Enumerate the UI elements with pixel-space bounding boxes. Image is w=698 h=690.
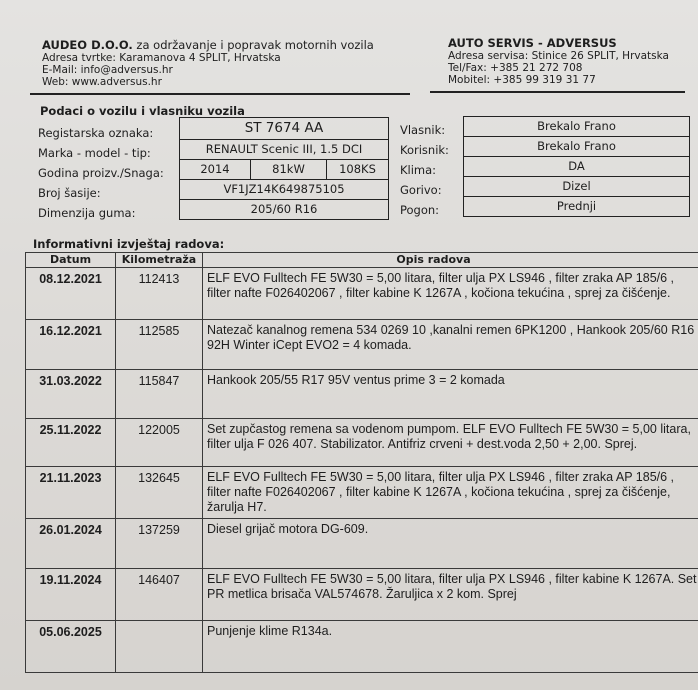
row-description: Hankook 205/55 R17 95V ventus prime 3 = 2 komada <box>203 370 698 419</box>
report-title: Informativni izvještaj radova: <box>33 237 225 251</box>
table-row <box>26 320 698 370</box>
table-row <box>26 268 698 320</box>
ac-value: DA <box>464 157 689 177</box>
label-model: Marka - model - tip: <box>38 146 151 160</box>
row-description: Natezač kanalnog remena 534 0269 10 ,kanalni remen 6PK1200 , Hankook 205/60 R16 92H Winter iCept EVO2 = 4 komada. <box>203 320 698 370</box>
row-date: 19.11.2024 <box>26 569 116 621</box>
table-row <box>26 519 698 569</box>
service-header <box>448 36 698 86</box>
service-report-table <box>25 252 698 673</box>
header-divider-right <box>430 91 685 93</box>
service-address: Adresa servisa: Stinice 26 SPLIT, Hrvatska <box>448 50 669 62</box>
vehicle-info-box <box>179 117 389 220</box>
row-date: 25.11.2022 <box>26 419 116 467</box>
company-address: Adresa tvrtke: Karamanova 4 SPLIT, Hrvatska <box>42 52 281 64</box>
label-ac: Klima: <box>400 163 437 177</box>
owner-value: Brekalo Frano <box>464 117 689 137</box>
label-tires: Dimenzija guma: <box>38 206 136 220</box>
label-registration: Registarska oznaka: <box>38 126 154 140</box>
row-description: Set zupčastog remena sa vodenom pumpom. ELF EVO Fulltech FE 5W30 = 5,00 litara, filter ulja F 026 407. Stabilizator. Antifriz crveni + dest.voda 2,50 + 2,00. Sprej. <box>203 419 698 467</box>
row-description: Punjenje klime R134a. <box>203 621 698 673</box>
tires-value: 205/60 R16 <box>250 202 318 216</box>
column-header-km: Kilometraža <box>116 253 203 268</box>
label-year-power: Godina proizv./Snaga: <box>38 166 164 180</box>
row-date: 05.06.2025 <box>26 621 116 673</box>
table-row <box>26 419 698 467</box>
vin-value: VF1JZ14K649875105 <box>223 182 345 196</box>
power-hp-value: 108KS <box>339 162 376 176</box>
company-web: Web: www.adversus.hr <box>42 76 162 88</box>
registration-value: ST 7674 AA <box>244 120 324 136</box>
company-line <box>42 38 412 52</box>
service-tel: Tel/Fax: +385 21 272 708 <box>448 62 583 74</box>
year-value: 2014 <box>180 160 251 179</box>
vehicle-labels <box>38 123 164 223</box>
company-name: AUDEO D.O.O. <box>42 38 133 52</box>
column-header-description: Opis radova <box>203 253 698 268</box>
row-km: 146407 <box>116 569 203 621</box>
table-row <box>26 621 698 673</box>
row-date: 08.12.2021 <box>26 268 116 320</box>
row-km: 112413 <box>116 268 203 320</box>
company-description: za održavanje i popravak motornih vozila <box>136 38 374 52</box>
label-fuel: Gorivo: <box>400 183 442 197</box>
table-row <box>26 569 698 621</box>
company-header <box>42 38 412 88</box>
vehicle-section-title: Podaci o vozilu i vlasniku vozila <box>40 104 245 118</box>
label-vin: Broj šasije: <box>38 186 101 200</box>
table-header-row <box>26 253 698 268</box>
row-km: 122005 <box>116 419 203 467</box>
row-km: 132645 <box>116 467 203 519</box>
row-description: Diesel grijač motora DG-609. <box>203 519 698 569</box>
row-km: 112585 <box>116 320 203 370</box>
row-km: 137259 <box>116 519 203 569</box>
service-title: AUTO SERVIS - ADVERSUS <box>448 36 617 50</box>
row-date: 16.12.2021 <box>26 320 116 370</box>
owner-info-box <box>463 116 690 217</box>
column-header-date: Datum <box>26 253 116 268</box>
fuel-value: Dizel <box>464 177 689 197</box>
row-description: ELF EVO Fulltech FE 5W30 = 5,00 litara, filter ulja PX LS946 , filter zraka AP 185/6 , filter nafte F026402067 , filter kabine K 1267A , kočiona tekućina , sprej za čišćenje. <box>203 268 698 320</box>
owner-labels <box>400 120 449 220</box>
table-row <box>26 467 698 519</box>
drive-value: Prednji <box>556 199 597 213</box>
label-owner: Vlasnik: <box>400 123 446 137</box>
row-date: 21.11.2023 <box>26 467 116 519</box>
label-user: Korisnik: <box>400 143 449 157</box>
table-row <box>26 370 698 419</box>
row-km <box>116 621 203 673</box>
row-description: ELF EVO Fulltech FE 5W30 = 5,00 litara, filter ulja PX LS946 , filter zraka AP 185/6 , filter nafte F026402067 , filter kabine K 1267A , kočiona tekućina , sprej za čišćenje, žarulja H7. <box>203 467 698 519</box>
company-email: E-Mail: info@adversus.hr <box>42 64 173 76</box>
header-divider-left <box>30 93 410 95</box>
power-kw-value: 81kW <box>251 160 327 179</box>
row-date: 31.03.2022 <box>26 370 116 419</box>
service-mobile: Mobitel: +385 99 319 31 77 <box>448 74 596 86</box>
user-value: Brekalo Frano <box>464 137 689 157</box>
row-date: 26.01.2024 <box>26 519 116 569</box>
model-value: RENAULT Scenic III, 1.5 DCI <box>205 142 363 156</box>
row-description: ELF EVO Fulltech FE 5W30 = 5,00 litara, filter ulja PX LS946 , filter kabine K 1267A. Set PR metlica brisača VAL574678. Žaruljica x 2 kom. Sprej <box>203 569 698 621</box>
label-drive: Pogon: <box>400 203 440 217</box>
row-km: 115847 <box>116 370 203 419</box>
